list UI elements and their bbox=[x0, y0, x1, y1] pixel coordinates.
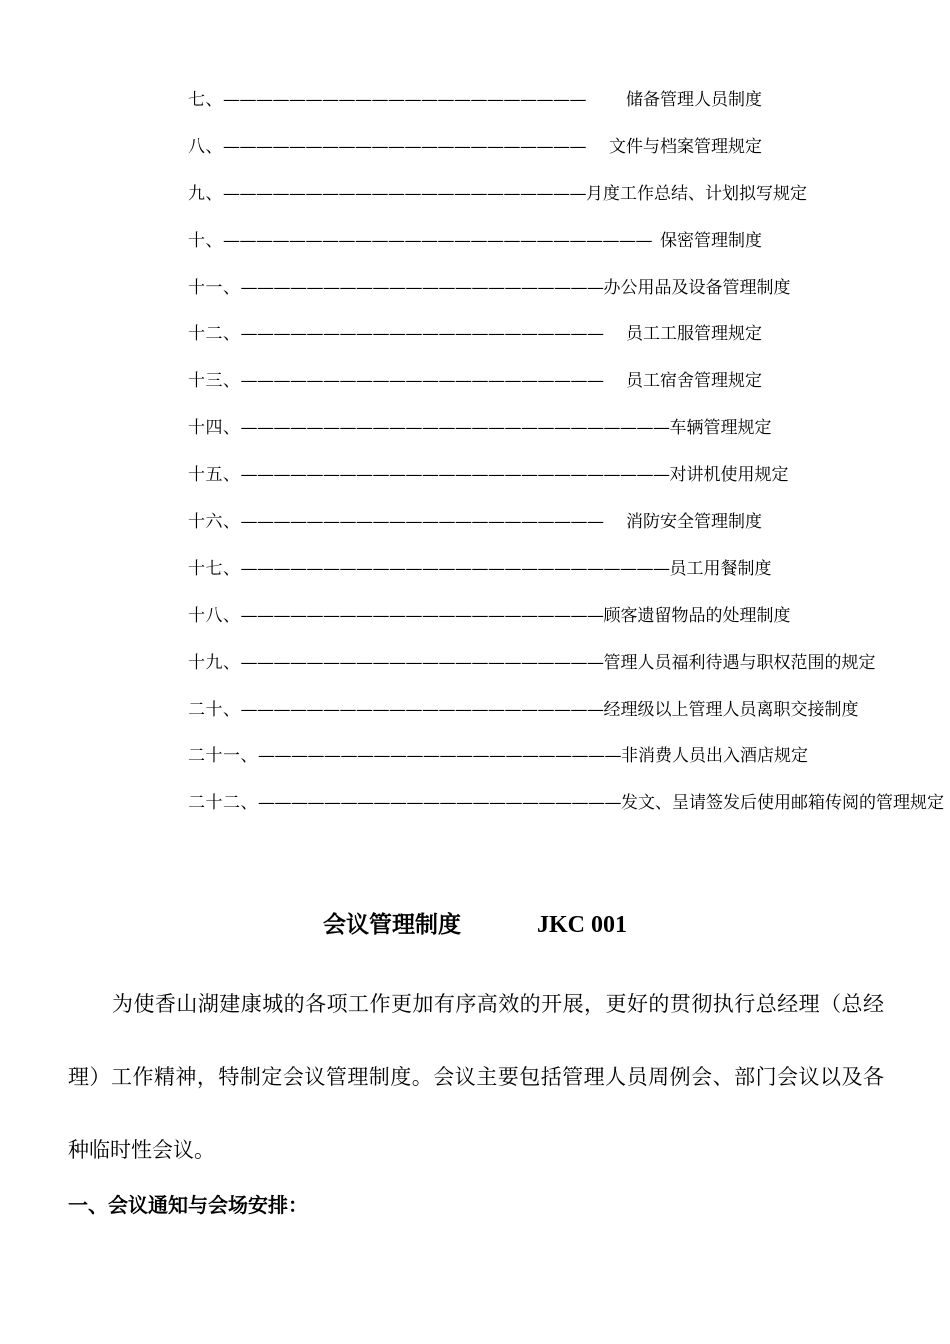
toc-entry-title: 储备管理人员制度 bbox=[626, 90, 762, 110]
toc-entry-title: 文件与档案管理规定 bbox=[609, 136, 762, 157]
toc-entry bbox=[188, 86, 762, 133]
toc-entry-leader: —————————————————————— bbox=[223, 136, 586, 157]
toc-entry-title: 顾客遗留物品的处理制度 bbox=[603, 605, 791, 626]
toc-entry-number: 八、 bbox=[188, 136, 223, 157]
toc-entry-number: 十九、 bbox=[188, 652, 241, 673]
toc-entry-number: 二十二、 bbox=[188, 793, 258, 814]
document-title-text: 会议管理制度 bbox=[323, 911, 461, 938]
toc-entry-number: 二十一、 bbox=[188, 746, 258, 767]
toc-entry-leader: —————————————————————————— bbox=[240, 558, 670, 579]
toc-entry bbox=[188, 789, 944, 836]
toc-entry bbox=[188, 555, 772, 602]
toc-entry-leader: —————————————————————————— bbox=[223, 230, 652, 251]
toc-entry-leader: —————————————————————— bbox=[240, 512, 604, 533]
toc-entry-title: 员工用餐制度 bbox=[669, 558, 772, 579]
toc-entry-leader: —————————————————————— bbox=[240, 324, 604, 345]
toc-entry-number: 十三、 bbox=[188, 371, 241, 392]
toc-entry bbox=[188, 508, 762, 555]
toc-entry-title: 月度工作总结、计划拟写规定 bbox=[586, 183, 807, 204]
toc-entry-leader: —————————————————————— bbox=[240, 699, 604, 720]
toc-entry bbox=[188, 367, 762, 414]
toc-entry bbox=[188, 227, 762, 274]
toc-entry-leader: —————————————————————— bbox=[240, 652, 604, 673]
toc-entry-title: 经理级以上管理人员离职交接制度 bbox=[603, 699, 859, 720]
toc-entry bbox=[188, 274, 791, 321]
toc-entry-number: 二十、 bbox=[188, 699, 241, 720]
toc-entry-number: 十二、 bbox=[188, 324, 241, 345]
toc-entry-leader: —————————————————————— bbox=[240, 371, 604, 392]
document-title bbox=[0, 908, 950, 942]
toc-entry-title: 对讲机使用规定 bbox=[669, 465, 789, 486]
toc-entry-number: 十四、 bbox=[188, 418, 241, 439]
toc-entry-title: 车辆管理规定 bbox=[669, 418, 772, 439]
toc-entry bbox=[188, 414, 772, 461]
toc-entry-leader: —————————————————————— bbox=[258, 793, 621, 814]
toc-entry-leader: —————————————————————— bbox=[258, 746, 621, 767]
toc-entry bbox=[188, 320, 762, 367]
toc-entry-leader: —————————————————————— bbox=[240, 277, 604, 298]
toc-entry-number: 十一、 bbox=[188, 277, 241, 298]
toc-entry-title: 保密管理制度 bbox=[660, 230, 762, 251]
toc-entry-leader: —————————————————————— bbox=[223, 183, 586, 204]
toc-entry-number: 十七、 bbox=[188, 558, 241, 579]
document-code: JKC 001 bbox=[537, 912, 627, 938]
toc-entry-title: 消防安全管理制度 bbox=[626, 512, 762, 533]
intro-paragraph: 为使香山湖建康城的各项工作更加有序高效的开展，更好的贯彻执行总经理（总经理）工作精神，特制定会议管理制度。会议主要包括管理人员周例会、部门会议以及各种临时性会议。 bbox=[68, 992, 884, 1162]
toc-entry-number: 十六、 bbox=[188, 512, 241, 533]
toc-entry-leader: —————————————————————————— bbox=[240, 418, 670, 439]
toc-entry-title: 非消费人员出入酒店规定 bbox=[621, 746, 808, 767]
toc-entry-number: 十五、 bbox=[188, 465, 241, 486]
toc-entry-title: 管理人员福利待遇与职权范围的规定 bbox=[603, 652, 876, 673]
toc-entry bbox=[188, 180, 807, 227]
toc-entry bbox=[188, 602, 791, 649]
toc-entry-leader: —————————————————————— bbox=[223, 90, 586, 110]
toc-entry-leader: —————————————————————————— bbox=[240, 465, 670, 486]
toc-entry-number: 十八、 bbox=[188, 605, 241, 626]
toc-entry-number: 十、 bbox=[188, 230, 223, 251]
toc-entry-title: 发文、呈请签发后使用邮箱传阅的管理规定 bbox=[621, 793, 944, 814]
toc-entry bbox=[188, 133, 762, 180]
toc-entry bbox=[188, 742, 808, 789]
toc-entry bbox=[188, 696, 859, 743]
section-heading: 一、会议通知与会场安排： bbox=[68, 1193, 308, 1217]
toc-entry-title: 员工宿舍管理规定 bbox=[626, 371, 762, 392]
toc-entry-title: 办公用品及设备管理制度 bbox=[603, 277, 791, 298]
toc-entry-leader: —————————————————————— bbox=[240, 605, 604, 626]
toc-entry-title: 员工工服管理规定 bbox=[626, 324, 762, 345]
toc-entry-number: 九、 bbox=[188, 183, 223, 204]
toc-entry bbox=[188, 649, 876, 696]
table-of-contents bbox=[188, 86, 944, 836]
toc-entry bbox=[188, 461, 789, 508]
toc-entry-number: 七、 bbox=[188, 90, 223, 110]
